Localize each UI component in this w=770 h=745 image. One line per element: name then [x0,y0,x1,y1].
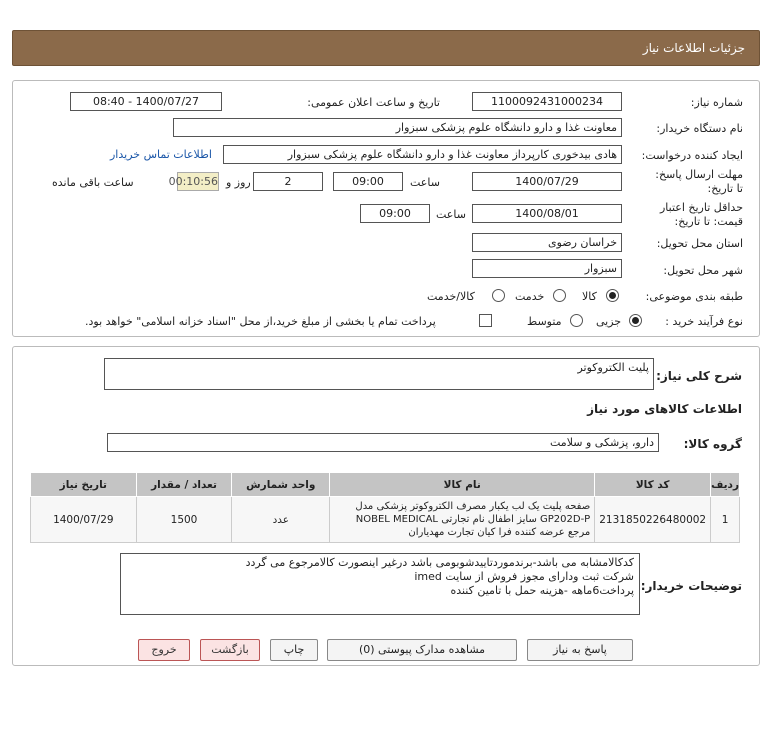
exit-button[interactable]: خروج [138,639,190,661]
process-radio-medium[interactable] [570,314,583,327]
validity-label [648,201,743,229]
deadline-date-field: 1400/07/29 [472,172,622,191]
creator-label: ایجاد کننده درخواست: [641,149,743,162]
category-option-service: خدمت [515,290,545,303]
process-label: نوع فرآیند خرید : [665,315,743,328]
creator-field: هادی بیدخوری کارپرداز معاونت غذا و دارو دانشگاه علوم پزشکی سبزوار [223,145,622,164]
cell-date: 1400/07/29 [31,497,137,543]
category-radio-both[interactable] [492,289,505,302]
validity-time-field: 09:00 [360,204,430,223]
back-button[interactable]: بازگشت [200,639,260,661]
need-number-label: شماره نیاز: [690,96,743,109]
cell-qty: 1500 [136,497,232,543]
process-radio-minor[interactable] [629,314,642,327]
col-code: کد کالا [595,473,711,497]
announce-label: تاریخ و ساعت اعلان عمومی: [307,96,440,109]
treasury-payment-checkbox[interactable] [479,314,492,327]
deadline-label [648,168,743,196]
deadline-label-text: مهلت ارسال پاسخ: تا تاریخ: [655,168,743,195]
respond-button[interactable]: پاسخ به نیاز [527,639,633,661]
items-table [30,472,740,543]
days-field: 2 [253,172,323,191]
buyer-org-label: نام دستگاه خریدار: [656,122,743,135]
col-row: ردیف [711,473,740,497]
group-field: دارو، پزشکی و سلامت [107,433,659,452]
category-radio-service[interactable] [553,289,566,302]
attachments-button[interactable]: مشاهده مدارک پیوستی (0) [327,639,517,661]
cell-code: 2131850226480002 [595,497,711,543]
group-label: گروه کالا: [683,437,742,451]
process-option-minor: جزیی [596,315,622,328]
buyer-org-field: معاونت غذا و دارو دانشگاه علوم پزشکی سبزوار [173,118,622,137]
city-label: شهر محل تحویل: [663,264,743,277]
remaining-label: ساعت باقی مانده [52,176,134,189]
remaining-time-field: 00:10:56 [177,172,219,191]
col-name: نام کالا [330,473,595,497]
cell-unit: عدد [232,497,330,543]
desc-field: پلیت الکتروکوتر [104,358,654,390]
need-number-field: 1100092431000234 [472,92,622,111]
desc-label: شرح کلی نیاز: [656,369,742,383]
col-qty: تعداد / مقدار [136,473,232,497]
cell-row: 1 [711,497,740,543]
contact-buyer-link[interactable]: اطلاعات تماس خریدار [110,148,212,161]
category-label: طبقه بندی موضوعی: [645,290,743,303]
process-option-medium: متوسط [527,315,562,328]
cell-name: صفحه پلیت یک لب یکبار مصرف الکتروکوتر پزشکی مدل GP202D-P سایز اطفال نام تجارتی NOBEL MEDICAL مرجع عرضه کننده فرا کیان تجارت مهدیاران [330,497,595,543]
deadline-time-field: 09:00 [333,172,403,191]
category-option-both: کالا/خدمت [427,290,475,303]
validity-time-label: ساعت [436,208,466,221]
items-table-header [31,473,740,497]
buyer-notes-label: توضیحات خریدار: [640,579,742,593]
announce-field: 1400/07/27 - 08:40 [70,92,222,111]
page-title: جزئیات اطلاعات نیاز [642,41,745,55]
treasury-payment-note: پرداخت تمام یا بخشی از مبلغ خرید،از محل "اسناد خزانه اسلامی" خواهد بود. [85,315,436,328]
deadline-time-label: ساعت [410,176,440,189]
page-header [12,30,760,66]
validity-date-field: 1400/08/01 [472,204,622,223]
province-field: خراسان رضوی [472,233,622,252]
category-radio-goods[interactable] [606,289,619,302]
city-field: سبزوار [472,259,622,278]
print-button[interactable]: چاپ [270,639,318,661]
buyer-notes-field: کدکالامشابه می باشد-برندموردتاییدشوبومی باشد درغیر اینصورت کالامرجوع می گردد شرکت ثبت ودارای مجوز فروش از سایت imed پرداخت6ماهه -هزینه حمل با تامین کننده [120,553,640,615]
validity-label-text: حداقل تاریخ اعتبار قیمت: تا تاریخ: [659,201,743,228]
col-date: تاریخ نیاز [31,473,137,497]
province-label: استان محل تحویل: [656,237,743,250]
days-label: روز و [226,176,251,189]
table-row [31,497,740,543]
col-unit: واحد شمارش [232,473,330,497]
items-heading: اطلاعات کالاهای مورد نیاز [587,402,742,416]
category-option-goods: کالا [582,290,597,303]
